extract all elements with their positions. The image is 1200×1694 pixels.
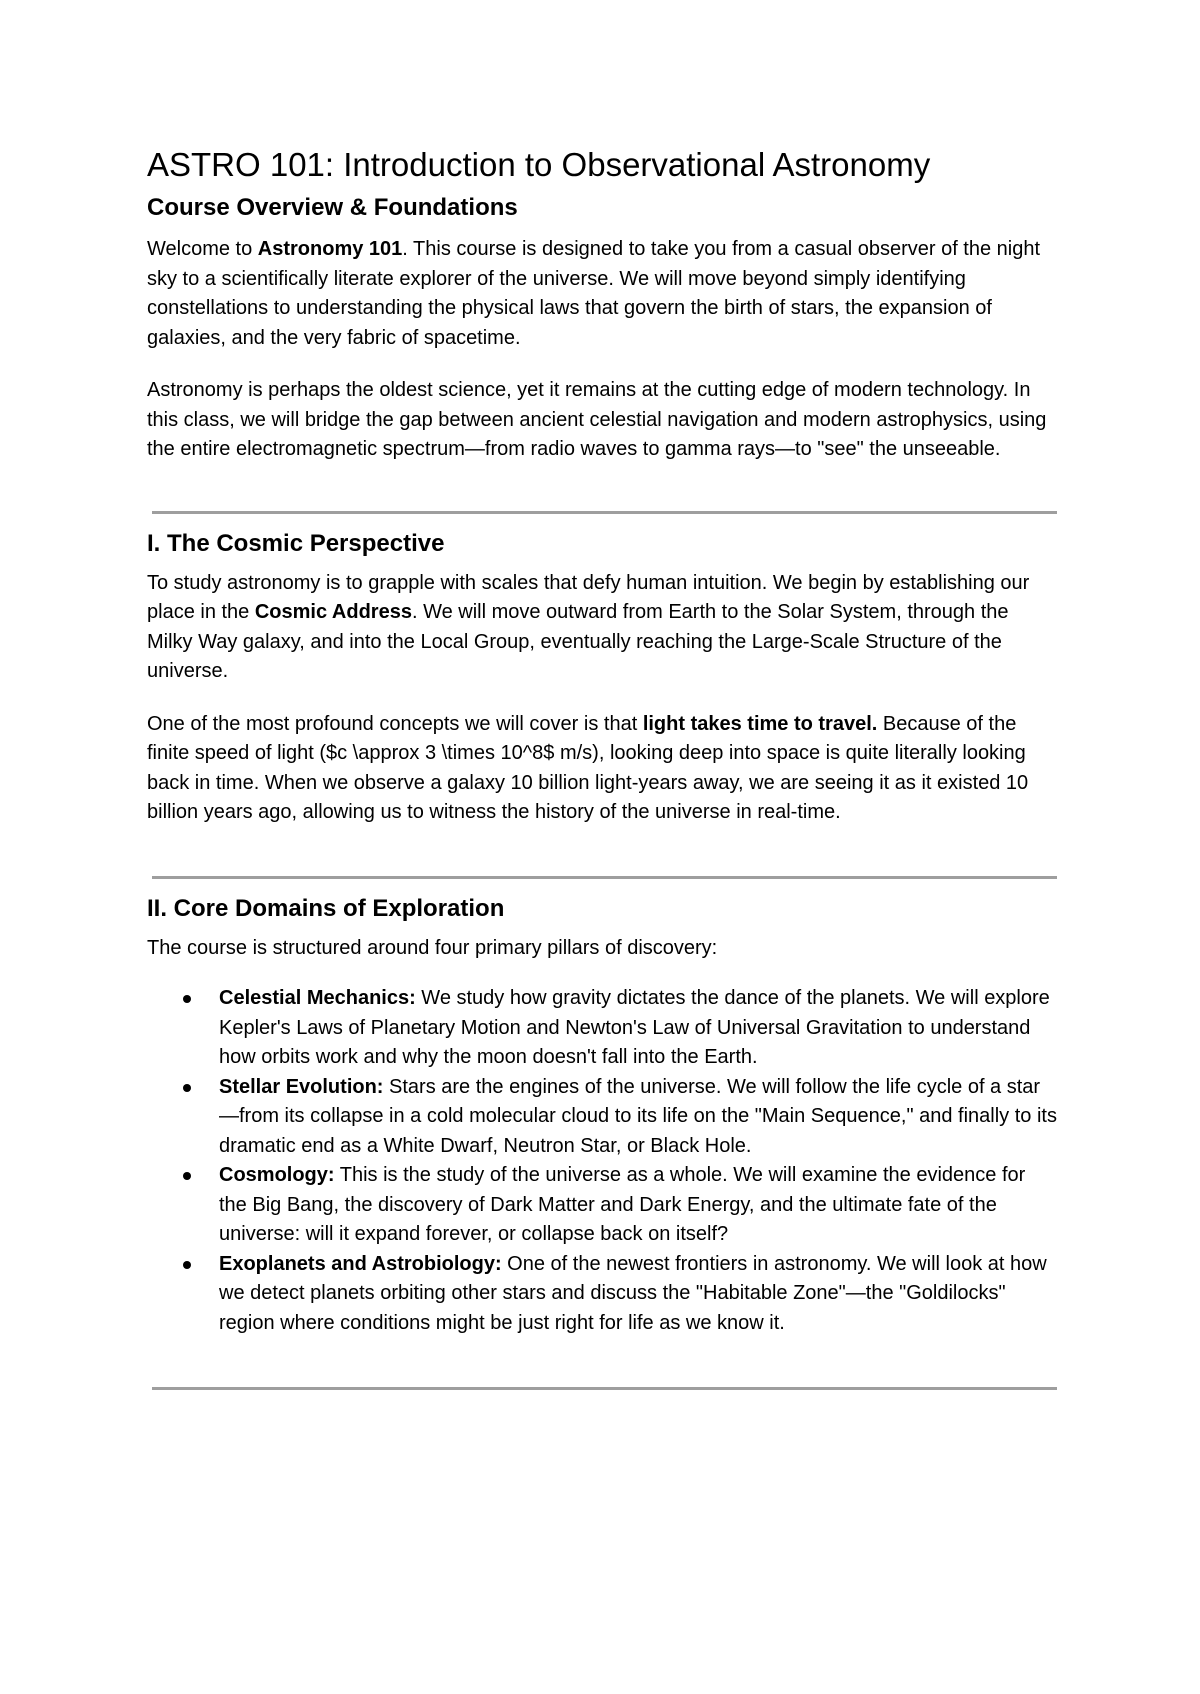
cosmic-p2-bold: light takes time to travel. <box>642 712 878 735</box>
cosmic-p1-bold: Cosmic Address <box>254 601 412 623</box>
bullet-icon <box>183 995 191 1003</box>
intro-p1-before: Welcome to <box>147 238 258 260</box>
section-divider <box>152 1387 1057 1390</box>
list-item-label: Cosmology: <box>219 1164 335 1186</box>
cosmic-p1-after: . We will move outward from Earth to the Solar System, through the Milky Way galaxy, and into the Local Group, eventually reaching the Large-Scale Structure of the universe. <box>147 601 1009 682</box>
section-heading-cosmic-perspective: I. The Cosmic Perspective <box>147 529 445 557</box>
list-item-text: This is the study of the universe as a whole. We will examine the evidence for the Big Bang, the discovery of Dark Matter and Dark Energy, and the ultimate fate of the universe: will it expand forever, or collapse back on itself? <box>219 1164 1026 1245</box>
list-item <box>147 984 1057 1073</box>
bullet-icon <box>183 1084 191 1092</box>
list-item-label: Celestial Mechanics: <box>219 987 416 1009</box>
cosmic-p1-before: To study astronomy is to grapple with scales that defy human intuition. We begin by establishing our place in the <box>147 571 1030 623</box>
list-item-text: Stars are the engines of the universe. We will follow the life cycle of a star—from its collapse in a cold molecular cloud to its life on the "Main Sequence," and finally to its dramatic end as a White Dwarf, Neutron Star, or Black Hole. <box>219 1075 1057 1157</box>
list-item-label: Exoplanets and Astrobiology: <box>219 1252 502 1275</box>
cosmic-p2-before: One of the most profound concepts we will cover is that <box>147 712 643 735</box>
cosmic-p2-after: Because of the finite speed of light ($c \approx 3 \times 10^8$ m/s), looking deep into space is quite literally looking back in time. When we observe a galaxy 10 billion light-years away, we are seeing it as it existed 10 billion years ago, allowing us to witness the history of the universe in real-time. <box>147 712 1029 823</box>
list-item <box>147 1073 1057 1162</box>
section-divider <box>152 511 1057 514</box>
list-item <box>147 1250 1057 1339</box>
bullet-icon <box>183 1172 191 1180</box>
pillars-list <box>147 984 1057 1338</box>
bullet-icon <box>183 1261 191 1269</box>
list-item-text: One of the newest frontiers in astronomy. We will look at how we detect planets orbiting other stars and discuss the "Habitable Zone"—the "Goldilocks" region where conditions might be just right for life as we know it. <box>219 1252 1047 1334</box>
section-heading-core-domains: II. Core Domains of Exploration <box>147 894 505 922</box>
document-page <box>147 140 1057 1390</box>
list-item-label: Stellar Evolution: <box>219 1075 384 1098</box>
document-title: ASTRO 101: Introduction to Observational Astronomy <box>147 146 931 183</box>
list-item-text: We study how gravity dictates the dance of the planets. We will explore Kepler's Laws of Planetary Motion and Newton's Law of Universal Gravitation to understand how orbits work and why the moon doesn't fall into the Earth. <box>219 987 1050 1068</box>
document-subtitle: Course Overview & Foundations <box>147 194 518 221</box>
intro-paragraph-2: Astronomy is perhaps the oldest science, yet it remains at the cutting edge of modern technology. In this class, we will bridge the gap between ancient celestial navigation and modern astrophysics, using the entire electromagnetic spectrum—from radio waves to gamma rays—to "see" the unseeable. <box>147 379 1047 460</box>
cosmic-paragraph-2 <box>147 710 1057 828</box>
intro-paragraph-1 <box>147 235 1057 353</box>
intro-p1-bold: Astronomy 101 <box>257 238 403 260</box>
cosmic-paragraph-1 <box>147 569 1057 687</box>
core-domains-intro: The course is structured around four primary pillars of discovery: <box>147 936 718 959</box>
section-divider <box>152 876 1057 879</box>
intro-p1-after: . This course is designed to take you from a casual observer of the night sky to a scientifically literate explorer of the universe. We will move beyond simply identifying constellations to understanding the physical laws that govern the birth of stars, the expansion of galaxies, and the very fabric of spacetime. <box>147 238 1041 349</box>
list-item <box>147 1161 1057 1250</box>
